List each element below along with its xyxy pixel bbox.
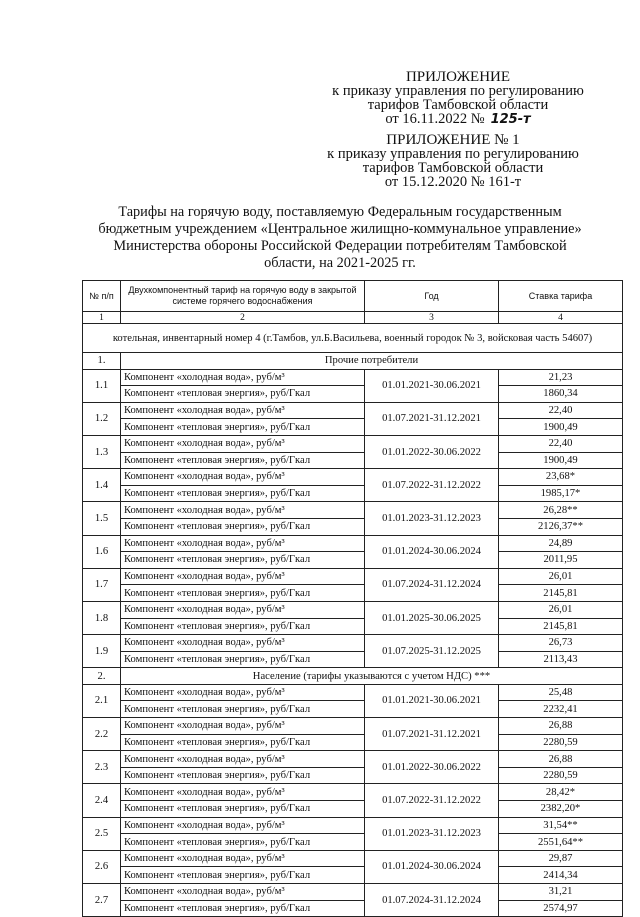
header-year: Год bbox=[365, 281, 499, 312]
component-heat-label: Компонент «тепловая энергия», руб/Гкал bbox=[121, 651, 365, 668]
rate-cold: 28,42* bbox=[499, 784, 623, 801]
column-number-row bbox=[83, 312, 623, 324]
component-cold-label: Компонент «холодная вода», руб/м³ bbox=[121, 850, 365, 867]
component-cold-label: Компонент «холодная вода», руб/м³ bbox=[121, 502, 365, 519]
table-row bbox=[83, 900, 623, 917]
table-row bbox=[83, 767, 623, 784]
section-title: Прочие потребители bbox=[121, 353, 623, 370]
table-row bbox=[83, 684, 623, 701]
component-heat-label: Компонент «тепловая энергия», руб/Гкал bbox=[121, 701, 365, 718]
table-row bbox=[83, 435, 623, 452]
section-number: 2. bbox=[83, 668, 121, 685]
table-row bbox=[83, 469, 623, 486]
component-cold-label: Компонент «холодная вода», руб/м³ bbox=[121, 568, 365, 585]
component-cold-label: Компонент «холодная вода», руб/м³ bbox=[121, 601, 365, 618]
period: 01.07.2022-31.12.2022 bbox=[365, 784, 499, 817]
facility-description-row bbox=[83, 324, 623, 353]
table-row bbox=[83, 386, 623, 403]
appendix-1-header bbox=[308, 133, 598, 189]
table-row bbox=[83, 502, 623, 519]
rate-cold: 21,23 bbox=[499, 369, 623, 386]
component-cold-label: Компонент «холодная вода», руб/м³ bbox=[121, 718, 365, 735]
table-row bbox=[83, 751, 623, 768]
table-row bbox=[83, 834, 623, 851]
row-number: 2.5 bbox=[83, 817, 121, 850]
rate-heat: 1860,34 bbox=[499, 386, 623, 403]
component-cold-label: Компонент «холодная вода», руб/м³ bbox=[121, 751, 365, 768]
period: 01.01.2022-30.06.2022 bbox=[365, 751, 499, 784]
period: 01.07.2024-31.12.2024 bbox=[365, 568, 499, 601]
facility-description: котельная, инвентарный номер 4 (г.Тамбов, ул.Б.Васильева, военный городок № 3, войсковая часть 54607) bbox=[83, 324, 623, 353]
table-row bbox=[83, 651, 623, 668]
table-row bbox=[83, 618, 623, 635]
rate-heat: 2113,43 bbox=[499, 651, 623, 668]
table-row bbox=[83, 535, 623, 552]
rate-heat: 2414,34 bbox=[499, 867, 623, 884]
table-row bbox=[83, 419, 623, 436]
table-row bbox=[83, 867, 623, 884]
handwritten-order-number: 125-т bbox=[490, 112, 531, 127]
rate-heat: 2126,37** bbox=[499, 518, 623, 535]
rate-cold: 26,88 bbox=[499, 751, 623, 768]
table-header-row bbox=[83, 281, 623, 312]
row-number: 2.1 bbox=[83, 684, 121, 717]
row-number: 1.6 bbox=[83, 535, 121, 568]
component-cold-label: Компонент «холодная вода», руб/м³ bbox=[121, 402, 365, 419]
rate-cold: 29,87 bbox=[499, 850, 623, 867]
component-cold-label: Компонент «холодная вода», руб/м³ bbox=[121, 884, 365, 901]
rate-cold: 26,28** bbox=[499, 502, 623, 519]
rate-heat: 1900,49 bbox=[499, 419, 623, 436]
component-heat-label: Компонент «тепловая энергия», руб/Гкал bbox=[121, 518, 365, 535]
component-cold-label: Компонент «холодная вода», руб/м³ bbox=[121, 469, 365, 486]
period: 01.07.2021-31.12.2021 bbox=[365, 718, 499, 751]
rate-cold: 26,01 bbox=[499, 601, 623, 618]
period: 01.01.2025-30.06.2025 bbox=[365, 601, 499, 634]
appendix-header bbox=[318, 70, 598, 127]
section-title: Население (тарифы указываются с учетом НДС) *** bbox=[121, 668, 623, 685]
table-row bbox=[83, 452, 623, 469]
appendix-1-line-agency: тарифов Тамбовской области bbox=[362, 160, 544, 176]
period: 01.07.2021-31.12.2021 bbox=[365, 402, 499, 435]
component-cold-label: Компонент «холодная вода», руб/м³ bbox=[121, 684, 365, 701]
tariff-table-body bbox=[83, 281, 623, 917]
component-cold-label: Компонент «холодная вода», руб/м³ bbox=[121, 635, 365, 652]
rate-heat: 1985,17* bbox=[499, 485, 623, 502]
component-heat-label: Компонент «тепловая энергия», руб/Гкал bbox=[121, 834, 365, 851]
row-number: 1.3 bbox=[83, 435, 121, 468]
component-heat-label: Компонент «тепловая энергия», руб/Гкал bbox=[121, 767, 365, 784]
component-cold-label: Компонент «холодная вода», руб/м³ bbox=[121, 369, 365, 386]
header-num: № п/п bbox=[83, 281, 121, 312]
row-number: 2.7 bbox=[83, 884, 121, 917]
table-row bbox=[83, 718, 623, 735]
column-number: 4 bbox=[499, 312, 623, 324]
table-row bbox=[83, 585, 623, 602]
table-row bbox=[83, 552, 623, 569]
table-row bbox=[83, 369, 623, 386]
period: 01.07.2024-31.12.2024 bbox=[365, 884, 499, 917]
rate-heat: 2280,59 bbox=[499, 767, 623, 784]
rate-cold: 31,21 bbox=[499, 884, 623, 901]
rate-heat: 2574,97 bbox=[499, 900, 623, 917]
component-heat-label: Компонент «тепловая энергия», руб/Гкал bbox=[121, 552, 365, 569]
period: 01.07.2022-31.12.2022 bbox=[365, 469, 499, 502]
rate-heat: 2280,59 bbox=[499, 734, 623, 751]
rate-heat: 2551,64** bbox=[499, 834, 623, 851]
appendix-title: ПРИЛОЖЕНИЕ bbox=[405, 69, 511, 85]
rate-heat: 1900,49 bbox=[499, 452, 623, 469]
column-number: 2 bbox=[121, 312, 365, 324]
header-rate: Ставка тарифа bbox=[499, 281, 623, 312]
row-number: 1.9 bbox=[83, 635, 121, 668]
rate-heat: 2145,81 bbox=[499, 618, 623, 635]
column-number: 3 bbox=[365, 312, 499, 324]
row-number: 1.2 bbox=[83, 402, 121, 435]
rate-heat: 2011,95 bbox=[499, 552, 623, 569]
period: 01.01.2022-30.06.2022 bbox=[365, 435, 499, 468]
row-number: 1.4 bbox=[83, 469, 121, 502]
appendix-date: от 16.11.2022 № bbox=[385, 111, 485, 127]
row-number: 1.8 bbox=[83, 601, 121, 634]
appendix-line-agency: тарифов Тамбовской области bbox=[367, 97, 549, 113]
rate-cold: 24,89 bbox=[499, 535, 623, 552]
component-cold-label: Компонент «холодная вода», руб/м³ bbox=[121, 817, 365, 834]
rate-cold: 23,68* bbox=[499, 469, 623, 486]
table-row bbox=[83, 884, 623, 901]
rate-cold: 31,54** bbox=[499, 817, 623, 834]
period: 01.01.2021-30.06.2021 bbox=[365, 684, 499, 717]
appendix-line-order: к приказу управления по регулированию bbox=[332, 83, 584, 99]
component-heat-label: Компонент «тепловая энергия», руб/Гкал bbox=[121, 867, 365, 884]
component-cold-label: Компонент «холодная вода», руб/м³ bbox=[121, 535, 365, 552]
period: 01.01.2023-31.12.2023 bbox=[365, 502, 499, 535]
appendix-line-date bbox=[318, 112, 598, 127]
table-row bbox=[83, 734, 623, 751]
row-number: 1.1 bbox=[83, 369, 121, 402]
component-heat-label: Компонент «тепловая энергия», руб/Гкал bbox=[121, 386, 365, 403]
period: 01.01.2021-30.06.2021 bbox=[365, 369, 499, 402]
table-row bbox=[83, 635, 623, 652]
rate-cold: 25,48 bbox=[499, 684, 623, 701]
tariff-table bbox=[82, 280, 623, 917]
period: 01.01.2023-31.12.2023 bbox=[365, 817, 499, 850]
component-heat-label: Компонент «тепловая энергия», руб/Гкал bbox=[121, 485, 365, 502]
component-heat-label: Компонент «тепловая энергия», руб/Гкал bbox=[121, 419, 365, 436]
section-row bbox=[83, 668, 623, 685]
row-number: 2.6 bbox=[83, 850, 121, 883]
component-heat-label: Компонент «тепловая энергия», руб/Гкал bbox=[121, 900, 365, 917]
component-heat-label: Компонент «тепловая энергия», руб/Гкал bbox=[121, 585, 365, 602]
table-row bbox=[83, 817, 623, 834]
table-row bbox=[83, 701, 623, 718]
table-row bbox=[83, 601, 623, 618]
component-heat-label: Компонент «тепловая энергия», руб/Гкал bbox=[121, 734, 365, 751]
section-number: 1. bbox=[83, 353, 121, 370]
rate-cold: 22,40 bbox=[499, 402, 623, 419]
table-row bbox=[83, 850, 623, 867]
appendix-1-line-date: от 15.12.2020 № 161-т bbox=[384, 174, 522, 190]
component-heat-label: Компонент «тепловая энергия», руб/Гкал bbox=[121, 618, 365, 635]
row-number: 2.4 bbox=[83, 784, 121, 817]
rate-cold: 26,73 bbox=[499, 635, 623, 652]
period: 01.01.2024-30.06.2024 bbox=[365, 535, 499, 568]
period: 01.07.2025-31.12.2025 bbox=[365, 635, 499, 668]
table-row bbox=[83, 518, 623, 535]
table-row bbox=[83, 801, 623, 818]
rate-cold: 26,01 bbox=[499, 568, 623, 585]
rate-cold: 26,88 bbox=[499, 718, 623, 735]
section-row bbox=[83, 353, 623, 370]
row-number: 2.3 bbox=[83, 751, 121, 784]
header-tariff: Двухкомпонентный тариф на горячую воду в закрытой системе горячего водоснабжения bbox=[121, 281, 365, 312]
row-number: 1.7 bbox=[83, 568, 121, 601]
appendix-1-title: ПРИЛОЖЕНИЕ № 1 bbox=[386, 132, 520, 148]
rate-heat: 2232,41 bbox=[499, 701, 623, 718]
component-heat-label: Компонент «тепловая энергия», руб/Гкал bbox=[121, 801, 365, 818]
table-row bbox=[83, 402, 623, 419]
rate-heat: 2145,81 bbox=[499, 585, 623, 602]
component-heat-label: Компонент «тепловая энергия», руб/Гкал bbox=[121, 452, 365, 469]
row-number: 2.2 bbox=[83, 718, 121, 751]
rate-heat: 2382,20* bbox=[499, 801, 623, 818]
table-row bbox=[83, 485, 623, 502]
column-number: 1 bbox=[83, 312, 121, 324]
component-cold-label: Компонент «холодная вода», руб/м³ bbox=[121, 435, 365, 452]
table-row bbox=[83, 568, 623, 585]
rate-cold: 22,40 bbox=[499, 435, 623, 452]
document-title: Тарифы на горячую воду, поставляемую Федеральным государственным бюджетным учреждением «Центральное жилищно-коммунальное управление» Министерства обороны Российской Федерации потребителям Тамбовской области, на 2021-2025 гг. bbox=[98, 204, 582, 271]
period: 01.01.2024-30.06.2024 bbox=[365, 850, 499, 883]
component-cold-label: Компонент «холодная вода», руб/м³ bbox=[121, 784, 365, 801]
row-number: 1.5 bbox=[83, 502, 121, 535]
appendix-1-line-order: к приказу управления по регулированию bbox=[327, 146, 579, 162]
table-row bbox=[83, 784, 623, 801]
